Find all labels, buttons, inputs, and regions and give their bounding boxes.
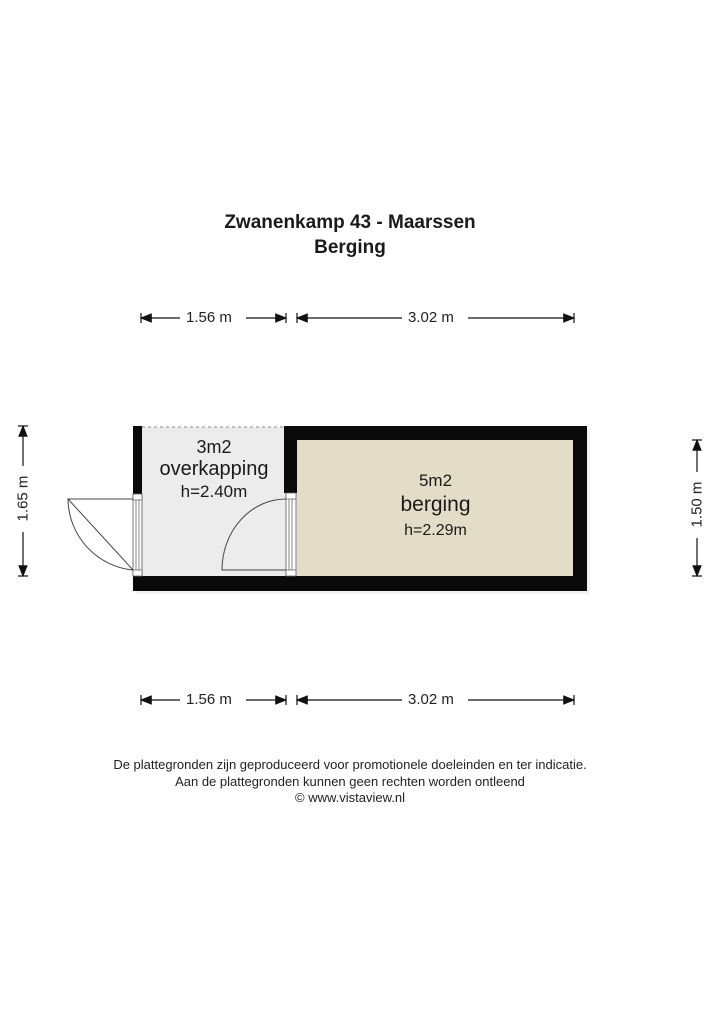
room-berging-height: h=2.29m [404,522,467,539]
dimension-top-1: 1.56 m [186,309,232,326]
door-middle-frame [286,493,296,576]
disclaimer-line-1: De plattegronden zijn geproduceerd voor promotionele doeleinden en ter indicatie. [113,757,587,772]
room-overkapping-name: overkapping [159,458,269,480]
dimension-right: 1.50 m [688,481,706,528]
copyright-text: © www.vistaview.nl [295,790,405,805]
dimension-top-2: 3.02 m [408,309,454,326]
disclaimer-line-2: Aan de plattegronden kunnen geen rechten worden ontleend [175,774,525,789]
floorplan-subtitle: Berging [314,237,386,258]
room-berging-name: berging [400,493,471,516]
floorplan-title: Zwanenkamp 43 - Maarssen [224,212,476,233]
dimension-bottom-2: 3.02 m [408,691,454,708]
room-overkapping-area: 3m2 [196,437,232,457]
dimension-bottom-1: 1.56 m [186,691,232,708]
room-overkapping-height: h=2.40m [180,482,248,501]
door-left-frame [133,494,142,576]
door-left-swing [68,499,133,570]
room-overkapping-label [140,437,288,503]
dimension-left: 1.65 m [14,475,32,522]
room-berging-area: 5m2 [418,471,453,490]
room-berging-label [297,471,574,543]
